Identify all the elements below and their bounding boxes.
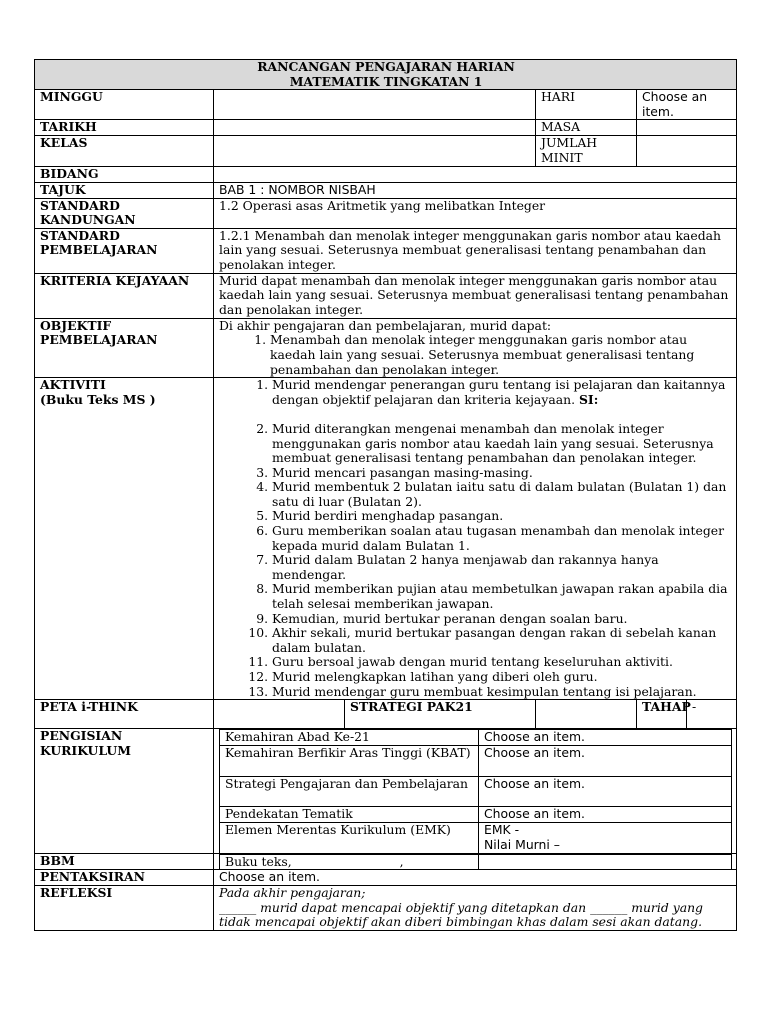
bbm-comma: , xyxy=(399,853,404,869)
list-item: 2. Murid diterangkan mengenai menambah dan menolak integer menggunakan garis nombor atau kaedah lain yang sesuai. Seterusnya membuat generalisasi tentang penambahan dan penolakan integer. xyxy=(272,422,732,466)
label-tarikh: TARIKH xyxy=(35,120,214,136)
label-jumlah-minit: JUMLAH MINIT xyxy=(536,136,637,166)
value-strategi-pak21[interactable] xyxy=(536,700,637,729)
lesson-plan-table xyxy=(34,59,737,931)
label-bidang: BIDANG xyxy=(35,166,214,182)
kurikulum-label: Elemen Merentas Kurikulum (EMK) xyxy=(220,823,479,853)
value-jumlah-minit[interactable] xyxy=(637,136,737,166)
dropdown-pentaksiran[interactable]: Choose an item. xyxy=(214,870,737,886)
objektif-intro: Di akhir pengajaran dan pembelajaran, murid dapat: xyxy=(219,317,552,333)
list-item: 6. Guru memberikan soalan atau tugasan menambah dan menolak integer kepada murid dalam Bulatan 1. xyxy=(272,524,732,553)
lesson-plan-document xyxy=(34,59,736,931)
list-item: 1. Menambah dan menolak integer menggunakan garis nombor atau kaedah lain yang sesuai. Seterusnya membuat generalisasi tentang penambahan dan penolakan integer. xyxy=(270,333,732,377)
list-item: 4. Murid membentuk 2 bulatan iaitu satu di dalam bulatan (Bulatan 1) dan satu di luar (Bulatan 2). xyxy=(272,480,732,509)
header-subtitle: MATEMATIK TINGKATAN 1 xyxy=(289,73,483,89)
value-bidang[interactable] xyxy=(214,166,737,182)
label-pengisian-kurikulum: PENGISIAN KURIKULUM xyxy=(35,729,214,854)
list-item: 12. Murid melengkapkan latihan yang diberi oleh guru. xyxy=(272,670,732,685)
value-minggu[interactable] xyxy=(214,90,536,120)
list-item xyxy=(272,378,732,407)
refleksi-line2: ______ murid dapat mencapai objektif yang ditetapkan dan ______ murid yang tidak mencapai objektif akan diberi bimbingan khas dalam sesi akan datang. xyxy=(219,899,703,930)
value-masa[interactable] xyxy=(637,120,737,136)
kurikulum-label: Kemahiran Berfikir Aras Tinggi (KBAT) xyxy=(220,746,479,777)
value-standard-kandungan[interactable]: 1.2 Operasi asas Aritmetik yang melibatkan Integer xyxy=(214,198,737,228)
si-label: SI: xyxy=(578,391,599,407)
emk-cell[interactable] xyxy=(479,823,732,853)
kurikulum-label: Pendekatan Tematik xyxy=(220,807,479,823)
bbm-value xyxy=(220,854,479,869)
label-aktiviti: AKTIVITI xyxy=(40,377,106,393)
list-item: 11. Guru bersoal jawab dengan murid tentang keseluruhan aktiviti. xyxy=(272,655,732,670)
list-item: 13. Murid mendengar guru membuat kesimpulan tentang isi pelajaran. xyxy=(272,685,732,700)
kurikulum-cell xyxy=(214,729,737,854)
dropdown-pendekatan-tematik[interactable]: Choose an item. xyxy=(479,807,732,823)
value-tahap[interactable]: - xyxy=(687,700,737,729)
dropdown-kemahiran-abad-21[interactable]: Choose an item. xyxy=(479,730,732,746)
kurikulum-table xyxy=(219,729,732,853)
label-hari: HARI xyxy=(536,90,637,120)
dropdown-hari[interactable]: Choose an item. xyxy=(637,90,737,120)
bbm-inner xyxy=(219,854,732,870)
dropdown-kbat[interactable]: Choose an item. xyxy=(479,746,732,777)
label-minggu: MINGGU xyxy=(35,90,214,120)
label-standard-kandungan: STANDARD KANDUNGAN xyxy=(35,198,214,228)
emk-line: EMK - xyxy=(484,822,520,838)
label-strategi-pak21: STRATEGI PAK21 xyxy=(345,700,536,729)
value-kriteria-kejayaan[interactable]: Murid dapat menambah dan menolak integer menggunakan garis nombor atau kaedah lain yang sesuai. Seterusnya membuat generalisasi tentang penambahan dan penolakan integer. xyxy=(214,273,737,318)
list-item: 7. Murid dalam Bulatan 2 hanya menjawab dan rakannya hanya mendengar. xyxy=(272,553,732,582)
list-item: 5. Murid berdiri menghadap pasangan. xyxy=(272,509,732,524)
label-standard-pembelajaran: STANDARD PEMBELAJARAN xyxy=(35,228,214,273)
aktiviti-text: Murid mendengar penerangan guru tentang isi pelajaran dan kaitannya dengan objektif pelajaran dan kriteria kejayaan. xyxy=(272,377,726,407)
aktiviti-label-cell xyxy=(35,378,214,700)
list-item: 8. Murid memberikan pujian atau membetulkan jawapan rakan apabila dia telah selesai memberikan jawapan. xyxy=(272,582,732,611)
label-objektif-pembelajaran: OBJEKTIF PEMBELAJARAN xyxy=(35,318,214,377)
objektif-cell[interactable] xyxy=(214,318,737,377)
value-tajuk[interactable]: BAB 1 : NOMBOR NISBAH xyxy=(214,182,737,198)
objektif-list xyxy=(219,333,732,377)
kurikulum-label: Strategi Pengajaran dan Pembelajaran xyxy=(220,777,479,807)
label-kriteria-kejayaan: KRITERIA KEJAYAAN xyxy=(35,273,214,318)
label-tajuk: TAJUK xyxy=(35,182,214,198)
label-tahap: TAHAP xyxy=(637,700,687,729)
refleksi-line1: Pada akhir pengajaran; xyxy=(219,885,366,901)
value-tarikh[interactable] xyxy=(214,120,536,136)
bbm-text: Buku teks, xyxy=(225,853,292,869)
value-kelas[interactable] xyxy=(214,136,536,166)
bbm-cell[interactable] xyxy=(214,853,737,870)
label-aktiviti-buku-teks: (Buku Teks MS ) xyxy=(40,391,156,407)
value-peta-ithink[interactable] xyxy=(214,700,345,729)
label-peta-ithink: PETA i-THINK xyxy=(35,700,214,729)
kurikulum-label: Kemahiran Abad Ke-21 xyxy=(220,730,479,746)
label-masa: MASA xyxy=(536,120,637,136)
document-header xyxy=(35,60,737,90)
header-title: RANCANGAN PENGAJARAN HARIAN xyxy=(257,59,515,74)
bbm-empty xyxy=(479,854,732,869)
dropdown-strategi-pdp[interactable]: Choose an item. xyxy=(479,777,732,807)
aktiviti-list xyxy=(219,378,732,699)
list-item: 9. Kemudian, murid bertukar peranan dengan soalan baru. xyxy=(272,612,732,627)
label-pentaksiran: PENTAKSIRAN xyxy=(35,870,214,886)
nilai-murni-line: Nilai Murni – xyxy=(484,836,560,852)
label-kelas: KELAS xyxy=(35,136,214,166)
value-standard-pembelajaran[interactable]: 1.2.1 Menambah dan menolak integer menggunakan garis nombor atau kaedah lain yang sesuai. Seterusnya membuat generalisasi tentang penambahan dan penolakan integer. xyxy=(214,228,737,273)
label-bbm: BBM xyxy=(35,853,214,870)
aktiviti-cell[interactable] xyxy=(214,378,737,700)
label-refleksi: REFLEKSI xyxy=(35,886,214,931)
list-item: 3. Murid mencari pasangan masing-masing. xyxy=(272,466,732,481)
list-item: 10. Akhir sekali, murid bertukar pasangan dengan rakan di sebelah kanan dalam bulatan. xyxy=(272,626,732,655)
refleksi-cell[interactable] xyxy=(214,886,737,931)
